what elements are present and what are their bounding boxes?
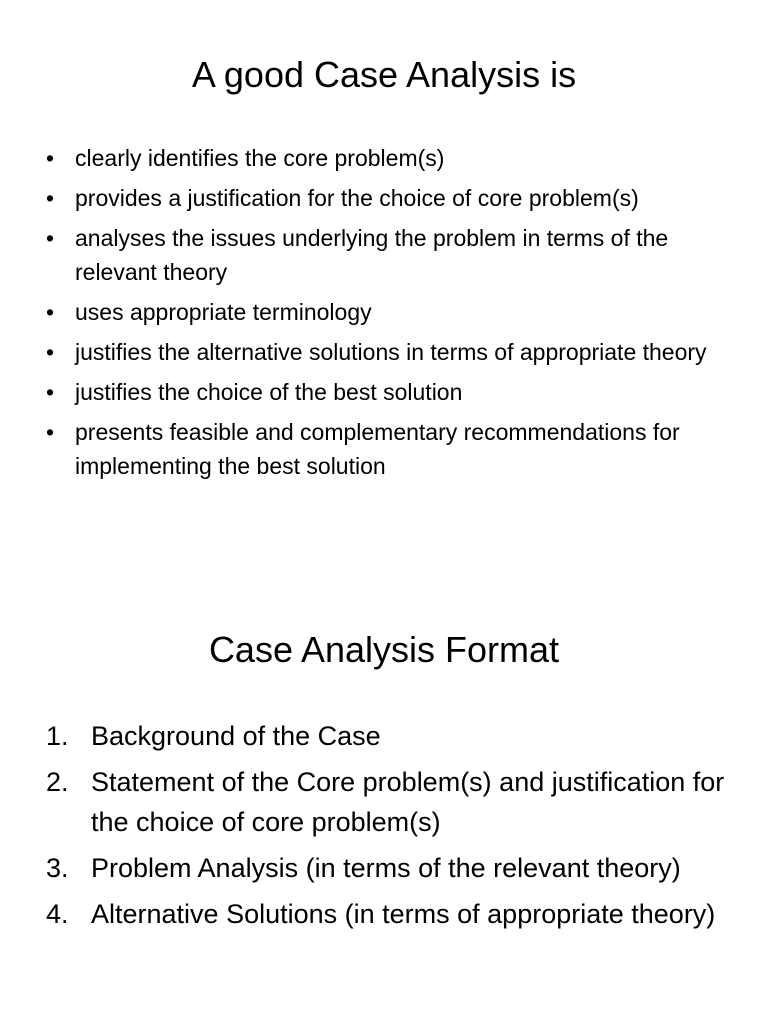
list-number: 1. <box>46 721 69 751</box>
numbered-list <box>46 716 746 940</box>
list-item <box>46 716 746 756</box>
list-item <box>46 848 746 888</box>
list-item-text: clearly identifies the core problem(s) <box>75 145 445 171</box>
list-item <box>46 295 746 329</box>
list-item-text: Background of the Case <box>91 721 381 751</box>
list-item-text: analyses the issues underlying the problem in terms of the relevant theory <box>75 225 669 285</box>
list-number: 2. <box>46 767 69 797</box>
bullet-icon: • <box>46 185 55 211</box>
bullet-icon: • <box>46 419 55 445</box>
bullet-icon: • <box>46 225 55 251</box>
bullet-icon: • <box>46 339 55 365</box>
list-item-text: Statement of the Core problem(s) and justification for the choice of core problem(s) <box>91 767 725 837</box>
bullet-icon: • <box>46 299 55 325</box>
list-item <box>46 141 746 175</box>
list-item <box>46 181 746 215</box>
list-item-text: Problem Analysis (in terms of the relevant theory) <box>91 853 681 883</box>
list-item <box>46 375 746 409</box>
list-item-text: provides a justification for the choice of core problem(s) <box>75 185 639 211</box>
list-item-text: justifies the alternative solutions in terms of appropriate theory <box>75 339 707 365</box>
list-number: 3. <box>46 853 69 883</box>
list-item <box>46 415 746 483</box>
list-item <box>46 762 746 842</box>
list-item <box>46 894 746 934</box>
page-title: A good Case Analysis is <box>191 54 577 95</box>
bullet-list <box>46 141 746 489</box>
list-item <box>46 221 746 289</box>
bullet-icon: • <box>46 145 55 171</box>
list-item-text: uses appropriate terminology <box>75 299 372 325</box>
list-item-text: justifies the choice of the best solution <box>75 379 463 405</box>
section-title: Case Analysis Format <box>208 629 560 670</box>
list-number: 4. <box>46 899 69 929</box>
list-item-text: presents feasible and complementary recommendations for implementing the best solution <box>75 419 680 479</box>
bullet-icon: • <box>46 379 55 405</box>
list-item <box>46 335 746 369</box>
list-item-text: Alternative Solutions (in terms of appropriate theory) <box>91 899 716 929</box>
